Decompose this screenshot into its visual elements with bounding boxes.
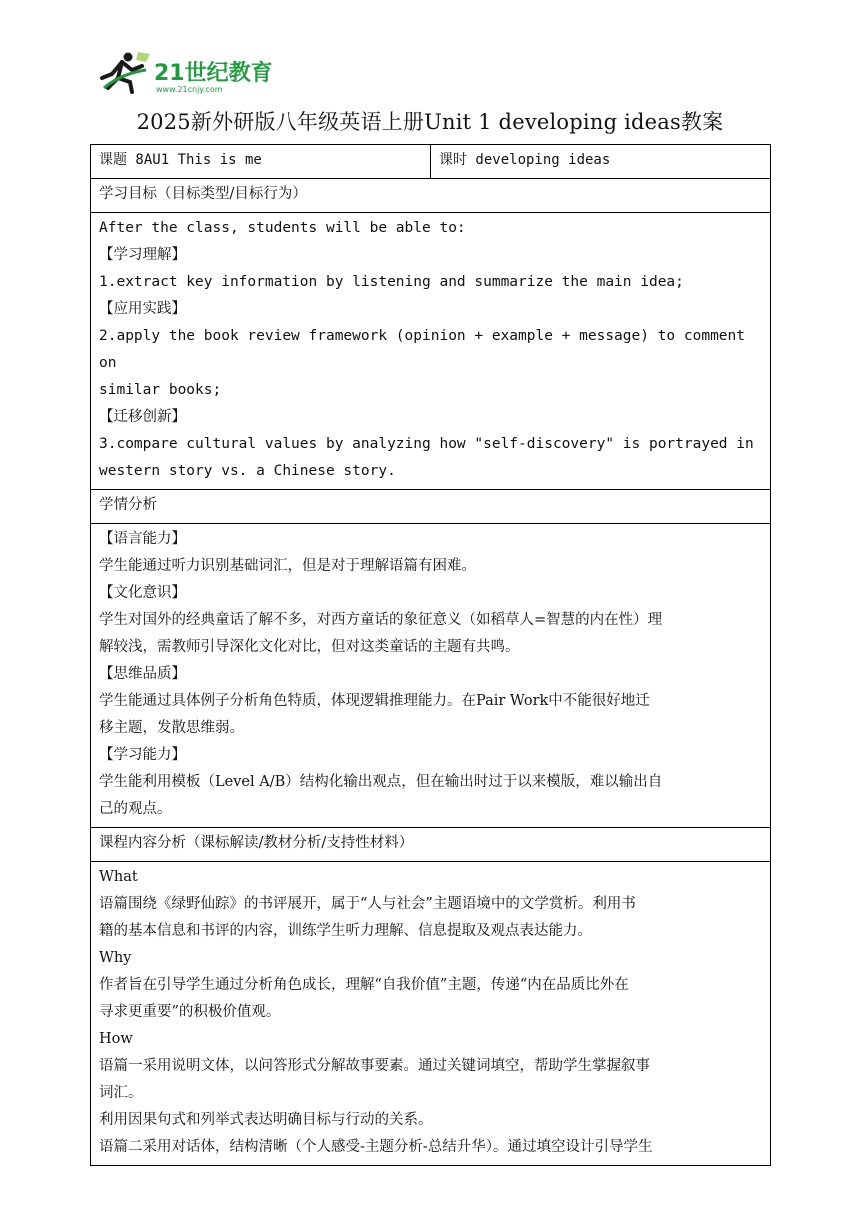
thinking-text-line-2: 移主题，发散思维弱。 bbox=[99, 720, 244, 736]
section-title-understanding: 【学习理解】 bbox=[99, 247, 186, 263]
culture-text-line-2: 解较浅，需教师引导深化文化对比，但对这类童话的主题有共鸣。 bbox=[99, 639, 520, 655]
goals-header-row bbox=[91, 179, 771, 213]
content-header-row bbox=[91, 828, 771, 862]
goals-row bbox=[91, 213, 771, 490]
how-text-line-4: 语篇二采用对话体，结构清晰（个人感受-主题分析-总结升华）。通过填空设计引导学生 bbox=[99, 1139, 653, 1155]
how-text-line-2: 词汇。 bbox=[99, 1085, 143, 1101]
goal-item-2-line-1: 2.apply the book review framework (opinion + example + message) to comment on bbox=[99, 328, 746, 371]
document-title: 2025新外研版八年级英语上册Unit 1 developing ideas教案 bbox=[136, 110, 724, 134]
logo-brand-text: 21世纪教育 bbox=[154, 61, 273, 86]
language-text: 学生能通过听力识别基础词汇，但是对于理解语篇有困难。 bbox=[99, 558, 476, 574]
analysis-header-row bbox=[91, 490, 771, 524]
lesson-plan-table bbox=[90, 144, 771, 1166]
why-text-line-2: 寻求更重要”的积极价值观。 bbox=[99, 1004, 281, 1020]
how-text-line-1: 语篇一采用说明文体，以问答形式分解故事要素。通过关键词填空，帮助学生掌握叙事 bbox=[99, 1058, 650, 1074]
section-title-innovation: 【迁移创新】 bbox=[99, 409, 186, 425]
content-header: 课程内容分析（课标解读/教材分析/支持性材料） bbox=[91, 828, 771, 862]
what-text-line-1: 语篇围绕《绿野仙踪》的书评展开，属于“人与社会”主题语境中的文学赏析。利用书 bbox=[99, 896, 636, 912]
analysis-content bbox=[91, 524, 771, 828]
content-analysis bbox=[91, 862, 771, 1166]
learning-text-line-2: 己的观点。 bbox=[99, 801, 172, 817]
logo-url-text: www.21cnjy.com bbox=[156, 85, 223, 94]
section-title-application: 【应用实践】 bbox=[99, 301, 186, 317]
topic-row bbox=[91, 145, 771, 179]
runner-logo-icon bbox=[98, 48, 278, 98]
analysis-header: 学情分析 bbox=[91, 490, 771, 524]
learning-text-line-1: 学生能利用模板（Level A/B）结构化输出观点，但在输出时过于以来模版，难以输出自 bbox=[99, 774, 663, 790]
why-text-line-1: 作者旨在引导学生通过分析角色成长，理解“自我价值”主题，传递“内在品质比外在 bbox=[99, 977, 629, 993]
analysis-row bbox=[91, 524, 771, 828]
what-label: What bbox=[99, 869, 138, 885]
topic-cell: 课题 8AU1 This is me bbox=[91, 145, 431, 179]
how-text-line-3: 利用因果句式和列举式表达明确目标与行动的关系。 bbox=[99, 1112, 433, 1128]
content-row bbox=[91, 862, 771, 1166]
thinking-text-line-1: 学生能通过具体例子分析角色特质，体现逻辑推理能力。在Pair Work中不能很好地迁 bbox=[99, 693, 650, 709]
section-title-culture: 【文化意识】 bbox=[99, 585, 186, 601]
why-label: Why bbox=[99, 950, 132, 966]
goal-item-2-line-2: similar books; bbox=[99, 382, 222, 398]
goal-item-3-line-1: 3.compare cultural values by analyzing how "self-discovery" is portrayed in bbox=[99, 436, 754, 452]
goals-header: 学习目标（目标类型/目标行为） bbox=[91, 179, 771, 213]
what-text-line-2: 籍的基本信息和书评的内容，训练学生听力理解、信息提取及观点表达能力。 bbox=[99, 923, 592, 939]
section-title-language: 【语言能力】 bbox=[99, 531, 186, 547]
section-title-learning: 【学习能力】 bbox=[99, 747, 186, 763]
period-cell: 课时 developing ideas bbox=[431, 145, 771, 179]
section-title-thinking: 【思维品质】 bbox=[99, 666, 186, 682]
goals-intro: After the class, students will be able to: bbox=[99, 220, 466, 236]
culture-text-line-1: 学生对国外的经典童话了解不多，对西方童话的象征意义（如稻草人=智慧的内在性）理 bbox=[99, 612, 663, 628]
site-logo bbox=[98, 48, 278, 98]
goal-item-3-line-2: western story vs. a Chinese story. bbox=[99, 463, 396, 479]
goals-content bbox=[91, 213, 771, 490]
how-label: How bbox=[99, 1031, 133, 1047]
goal-item-1: 1.extract key information by listening and summarize the main idea; bbox=[99, 274, 684, 290]
